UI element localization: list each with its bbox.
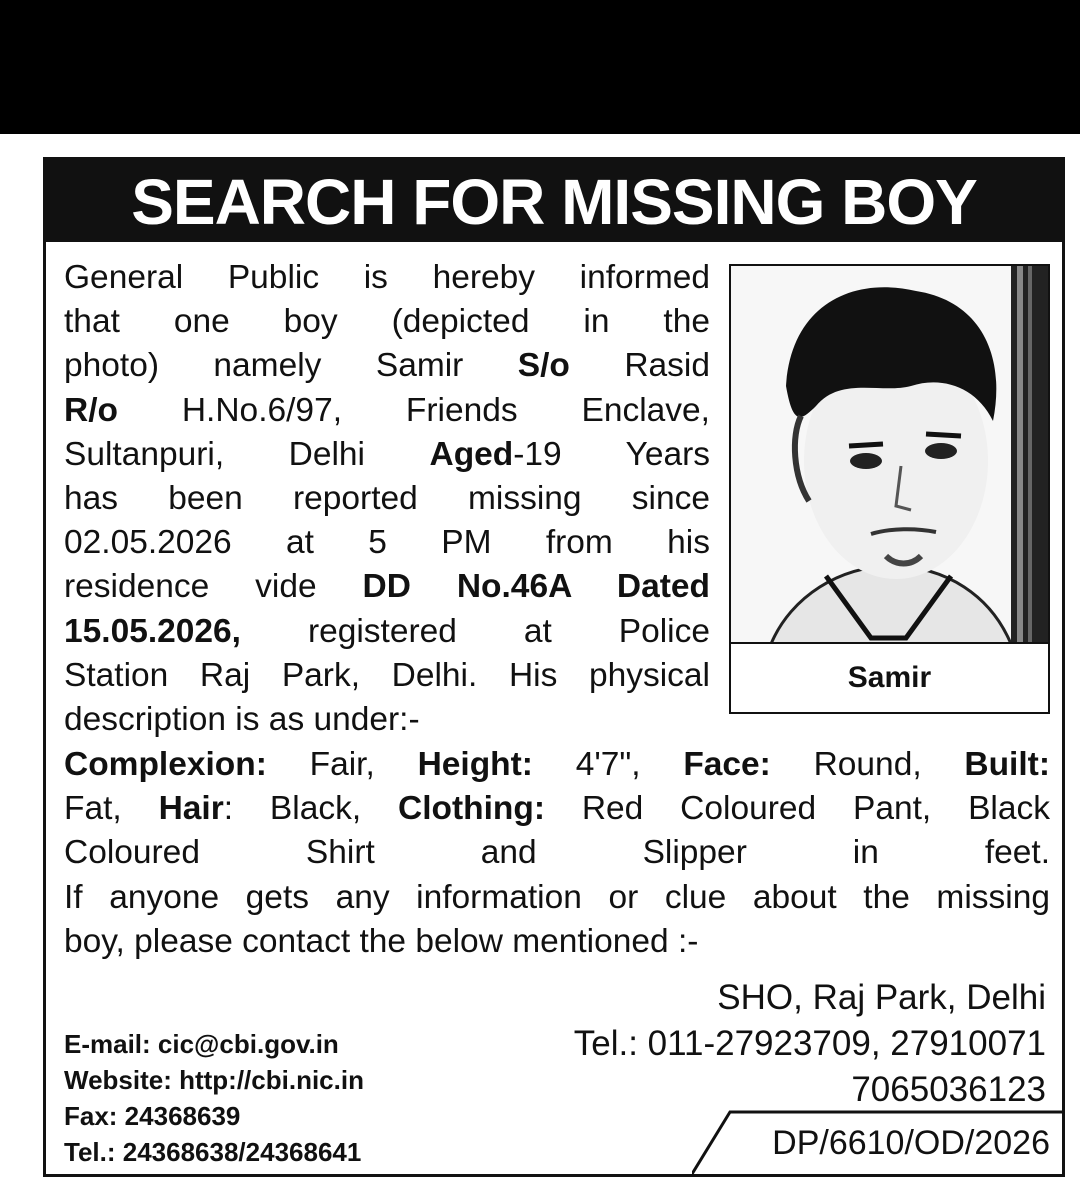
text-fragment: Complexion: (64, 746, 267, 783)
text-fragment: boy, please contact the below mentioned :- (64, 922, 699, 960)
text-line (64, 256, 710, 300)
notice-paragraph (64, 256, 710, 742)
text-fragment: If anyone gets any information or clue about the missing (64, 878, 1050, 916)
text-fragment: 4'7", (532, 746, 684, 783)
text-fragment: photo) namely Samir (64, 347, 518, 385)
text-fragment: R/o (64, 391, 118, 429)
photo-caption: Samir (847, 661, 932, 694)
text-fragment: Aged (429, 435, 514, 473)
text-fragment: DD No.46A Dated (362, 568, 711, 606)
text-line (64, 389, 710, 433)
text-line (64, 344, 710, 388)
text-fragment: Face: (683, 746, 771, 783)
text-fragment: Station Raj Park, Delhi. His physical (64, 656, 710, 694)
text-line (64, 787, 1050, 831)
text-fragment: H.No.6/97, Friends Enclave, (117, 391, 710, 429)
reference-number: DP/6610/OD/2026 (772, 1124, 1050, 1162)
text-fragment: Coloured Shirt and Slipper in feet. (64, 834, 1050, 872)
text-fragment: 02.05.2026 at 5 PM from his (64, 524, 710, 562)
text-fragment: -19 Years (513, 435, 710, 473)
reference-box (692, 1110, 1062, 1174)
text-line (64, 477, 710, 521)
top-black-bar (0, 0, 1080, 134)
text-line (64, 433, 710, 477)
text-line (64, 565, 710, 609)
text-fragment: residence vide (64, 568, 363, 606)
missing-person-notice (43, 157, 1065, 1177)
text-fragment: Rasid (569, 347, 710, 385)
text-fragment: Fat, (64, 790, 159, 828)
text-fragment: Hair (158, 790, 224, 828)
text-fragment: Built: (964, 746, 1050, 783)
cbi-website: Website: http://cbi.nic.in (64, 1065, 364, 1095)
text-fragment: S/o (517, 347, 570, 385)
cbi-contact (64, 1026, 364, 1170)
text-fragment: Fair, (266, 746, 418, 783)
text-fragment: General Public is hereby informed (64, 259, 710, 296)
cbi-telephone: Tel.: 24368638/24368641 (64, 1137, 362, 1167)
text-line (64, 920, 1050, 964)
text-fragment: Height: (417, 746, 533, 783)
sho-mobile: 7065036123 (851, 1070, 1046, 1109)
text-line (64, 743, 1050, 787)
text-fragment: 15.05.2026, (64, 612, 241, 650)
text-line (64, 300, 710, 344)
text-line (64, 876, 1050, 920)
text-line (64, 654, 710, 698)
missing-boy-photo (731, 266, 1048, 644)
text-fragment: that one boy (depicted in the (64, 303, 710, 341)
physical-description (64, 743, 1050, 964)
sho-telephone: Tel.: 011-27923709, 27910071 (573, 1024, 1046, 1063)
photo-frame (729, 264, 1050, 714)
text-fragment: : Black, (223, 790, 399, 828)
text-fragment: registered at Police (240, 612, 710, 650)
sho-contact (574, 975, 1046, 1113)
cbi-fax: Fax: 24368639 (64, 1101, 241, 1131)
text-line (64, 610, 710, 654)
text-line (64, 521, 710, 565)
text-line (64, 831, 1050, 875)
text-fragment: Round, (770, 746, 965, 783)
text-fragment: has been reported missing since (64, 480, 710, 518)
text-fragment: Red Coloured Pant, Black (545, 790, 1050, 828)
sho-office: SHO, Raj Park, Delhi (717, 978, 1046, 1017)
cbi-email: E-mail: cic@cbi.gov.in (64, 1029, 339, 1059)
text-line (64, 698, 710, 742)
text-fragment: Clothing: (398, 790, 545, 828)
text-fragment: Sultanpuri, Delhi (64, 435, 430, 473)
text-fragment: description is as under:- (64, 701, 420, 739)
notice-headline: SEARCH FOR MISSING BOY (46, 160, 1062, 242)
